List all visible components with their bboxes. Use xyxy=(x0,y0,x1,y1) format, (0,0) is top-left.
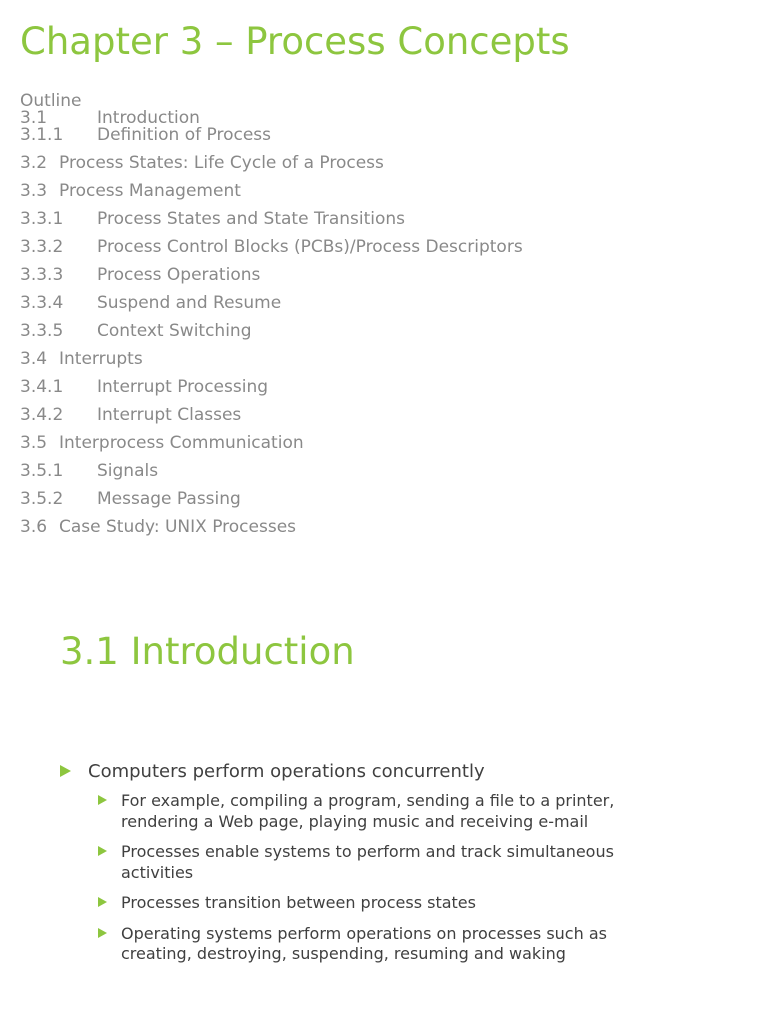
outline-item xyxy=(20,433,304,453)
outline-item-text: Interrupts xyxy=(59,349,143,369)
outline-item-text: Definition of Process xyxy=(97,125,272,145)
outline-item-number: 3.1 xyxy=(20,108,48,128)
outline-item xyxy=(20,489,241,509)
outline-item-text: Interrupt Classes xyxy=(97,405,242,425)
outline-item xyxy=(20,125,271,145)
outline-item xyxy=(20,377,268,397)
outline-item-number: 3.4.2 xyxy=(20,405,64,425)
outline-item-number: 3.3.1 xyxy=(20,209,64,229)
outline-item-number: 3.3.3 xyxy=(20,265,64,285)
outline-item xyxy=(20,405,241,425)
outline-item xyxy=(20,349,143,369)
outline-item xyxy=(20,153,384,173)
outline-item-text: Process Management xyxy=(59,181,241,201)
outline-item-number: 3.3.4 xyxy=(20,293,64,313)
bullet-item xyxy=(60,760,620,784)
outline-item-number: 3.5.1 xyxy=(20,461,64,481)
outline-item-text: Interprocess Communication xyxy=(59,433,304,453)
section-title: 3.1 Introduction xyxy=(60,630,355,673)
triangle-bullet-icon xyxy=(98,928,107,938)
outline-item-text: Interrupt Processing xyxy=(97,377,269,397)
outline-item-number: 3.4 xyxy=(20,349,48,369)
outline xyxy=(20,0,720,560)
outline-item-number: 3.4.1 xyxy=(20,377,64,397)
sub-bullet-text: Processes transition between process states xyxy=(121,893,476,912)
sub-bullet-text: For example, compiling a program, sending a file to a printer, rendering a Web page, playing music and receiving e-mail xyxy=(121,791,615,831)
bullet-text: Computers perform operations concurrently xyxy=(88,761,485,782)
outline-item-number: 3.3.2 xyxy=(20,237,64,257)
sub-bullet-text: Processes enable systems to perform and track simultaneous activities xyxy=(121,842,614,882)
triangle-bullet-icon xyxy=(98,897,107,907)
outline-item-text: Suspend and Resume xyxy=(97,293,282,313)
outline-item xyxy=(20,265,260,285)
outline-item-text: Process Operations xyxy=(97,265,261,285)
outline-item xyxy=(20,181,241,201)
outline-item-number: 3.2 xyxy=(20,153,48,173)
outline-heading-text: Outline xyxy=(20,91,82,111)
outline-item-text: Case Study: UNIX Processes xyxy=(59,517,297,537)
outline-item-text: Process States and State Transitions xyxy=(97,209,406,229)
sub-bullet-item xyxy=(93,924,620,965)
sub-bullet-item xyxy=(93,791,620,832)
sub-bullet-item xyxy=(93,842,620,883)
outline-item-number: 3.5.2 xyxy=(20,489,64,509)
sub-bullet-group xyxy=(60,791,620,965)
outline-item-text: Process States: Life Cycle of a Process xyxy=(59,153,384,173)
outline-item xyxy=(20,237,523,257)
bullet-list xyxy=(60,760,620,975)
chapter-title: Chapter 3 – Process Concepts xyxy=(20,20,570,63)
outline-item-number: 3.5 xyxy=(20,433,48,453)
outline-item-number: 3.3.5 xyxy=(20,321,64,341)
outline-item-text: Introduction xyxy=(97,108,200,128)
outline-item-text: Context Switching xyxy=(97,321,252,341)
outline-item xyxy=(20,321,252,341)
triangle-bullet-icon xyxy=(98,846,107,856)
outline-item xyxy=(20,293,281,313)
outline-item-number: 3.1.1 xyxy=(20,125,64,145)
sub-bullet-list xyxy=(60,791,620,965)
triangle-bullet-icon xyxy=(98,795,107,805)
outline-item xyxy=(20,209,405,229)
outline-item-text: Message Passing xyxy=(97,489,241,509)
outline-item-number: 3.3 xyxy=(20,181,48,201)
outline-item-text: Signals xyxy=(97,461,159,481)
outline-item xyxy=(20,461,158,481)
triangle-bullet-icon xyxy=(60,765,71,777)
sub-bullet-text: Operating systems perform operations on processes such as creating, destroying, suspending, resuming and waking xyxy=(121,923,607,963)
outline-item-number: 3.6 xyxy=(20,517,48,537)
outline-item-text: Process Control Blocks (PCBs)/Process Descriptors xyxy=(97,237,523,257)
sub-bullet-item xyxy=(93,893,620,914)
outline-item xyxy=(20,517,296,537)
